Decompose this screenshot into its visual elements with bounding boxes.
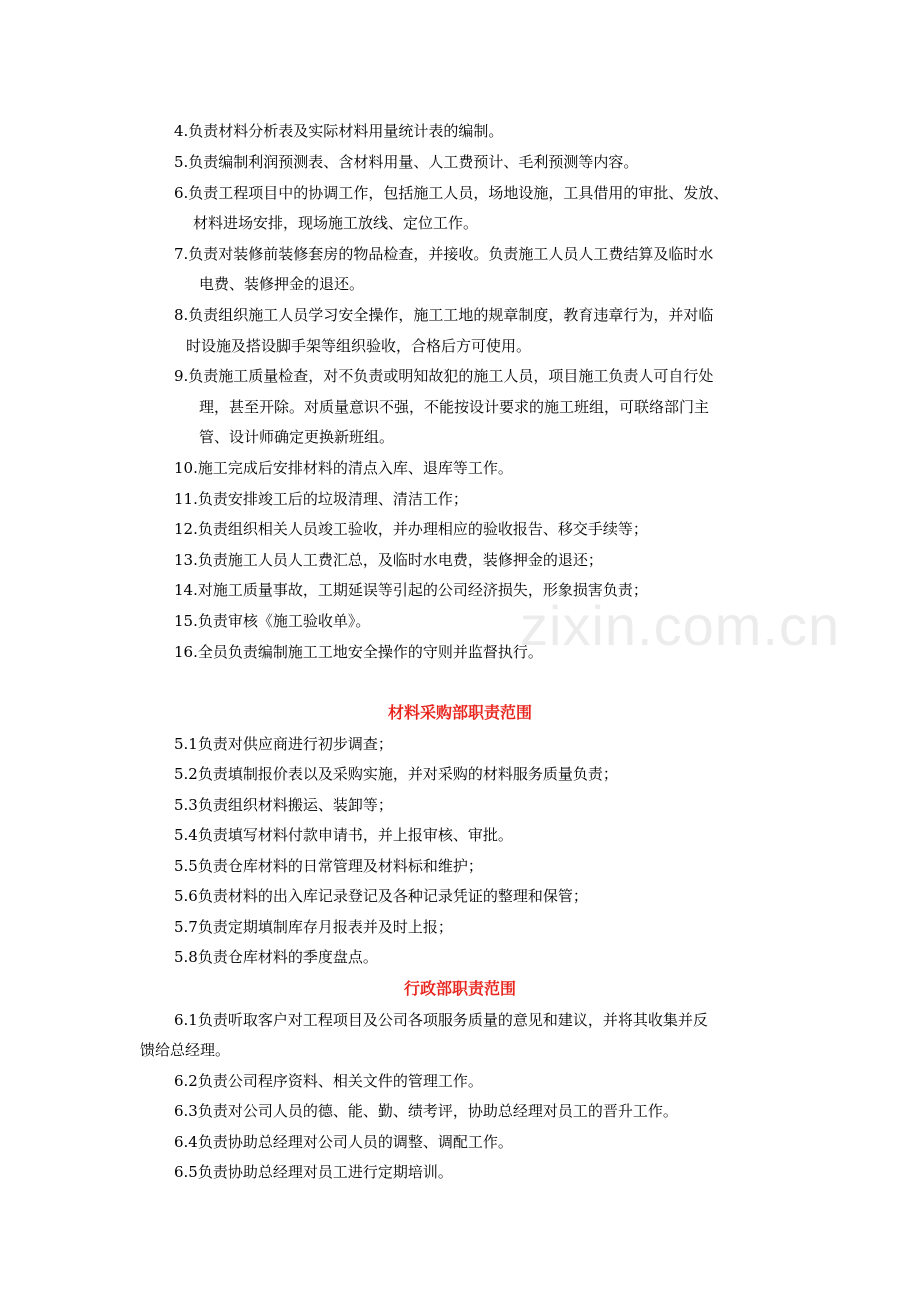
duty-line: 5.2负责填制报价表以及采购实施，并对采购的材料服务质量负责； bbox=[174, 765, 618, 783]
duty-line: 15.负责审核《施工验收单》。 bbox=[174, 612, 371, 630]
duty-line: 16.全员负责编制施工工地安全操作的守则并监督执行。 bbox=[174, 643, 543, 661]
duty-line-continued: 管、设计师确定更换新班组。 bbox=[199, 428, 395, 446]
duty-line: 9.负责施工质量检查，对不负责或明知故犯的施工人员，项目施工负责人可自行处 bbox=[174, 367, 714, 385]
duty-line: 6.3负责对公司人员的德、能、勤、绩考评，协助总经理对员工的晋升工作。 bbox=[174, 1102, 678, 1120]
duty-line-continued: 理，甚至开除。对质量意识不强，不能按设计要求的施工班组，可联络部门主 bbox=[199, 398, 710, 416]
duty-line-continued: 材料进场安排，现场施工放线、定位工作。 bbox=[193, 214, 479, 232]
duty-line: 10.施工完成后安排材料的清点入库、退库等工作。 bbox=[174, 459, 513, 477]
duty-line: 8.负责组织施工人员学习安全操作，施工工地的规章制度，教育违章行为，并对临 bbox=[174, 306, 714, 324]
duty-line: 5.负责编制利润预测表、含材料用量、人工费预计、毛利预测等内容。 bbox=[174, 153, 639, 171]
duty-line: 6.负责工程项目中的协调工作，包括施工人员，场地设施，工具借用的审批、发放、 bbox=[174, 184, 729, 202]
duty-line: 5.3负责组织材料搬运、装卸等； bbox=[174, 796, 393, 814]
duty-line: 13.负责施工人员人工费汇总，及临时水电费，装修押金的退还； bbox=[174, 551, 603, 569]
duty-line: 5.4负责填写材料付款申请书，并上报审核、审批。 bbox=[174, 826, 513, 844]
duty-line: 4.负责材料分析表及实际材料用量统计表的编制。 bbox=[174, 122, 504, 140]
duty-line-continued: 电费、装修押金的退还。 bbox=[199, 275, 365, 293]
duty-line-continued: 时设施及搭设脚手架等组织验收，合格后方可使用。 bbox=[186, 337, 532, 355]
duty-line: 11.负责安排竣工后的垃圾清理、清洁工作； bbox=[174, 490, 468, 508]
duty-line: 6.1负责听取客户对工程项目及公司各项服务质量的意见和建议，并将其收集并反 bbox=[174, 1011, 708, 1029]
duty-line: 5.7负责定期填制库存月报表并及时上报； bbox=[174, 918, 453, 936]
duty-line: 5.6负责材料的出入库记录登记及各种记录凭证的整理和保管； bbox=[174, 887, 588, 905]
duty-line: 5.8负责仓库材料的季度盘点。 bbox=[174, 948, 378, 966]
duty-line: 5.1负责对供应商进行初步调查； bbox=[174, 735, 393, 753]
duty-line: 6.2负责公司程序资料、相关文件的管理工作。 bbox=[174, 1072, 483, 1090]
section-heading: 材料采购部职责范围 bbox=[387, 703, 532, 722]
duty-line: 7.负责对装修前装修套房的物品检查，并接收。负责施工人员人工费结算及临时水 bbox=[174, 245, 714, 263]
duty-line: 5.5负责仓库材料的日常管理及材料标和维护； bbox=[174, 857, 483, 875]
duty-line-continued: 馈给总经理。 bbox=[140, 1041, 231, 1059]
duty-line: 14.对施工质量事故，工期延误等引起的公司经济损失，形象损害负责； bbox=[174, 581, 648, 599]
duty-line: 6.4负责协助总经理对公司人员的调整、调配工作。 bbox=[174, 1133, 513, 1151]
watermark: zixin.com.cn bbox=[520, 594, 841, 657]
duty-line: 6.5负责协助总经理对员工进行定期培训。 bbox=[174, 1163, 453, 1181]
section-heading: 行政部职责范围 bbox=[403, 979, 516, 998]
duty-line: 12.负责组织相关人员竣工验收，并办理相应的验收报告、移交手续等； bbox=[174, 520, 648, 538]
